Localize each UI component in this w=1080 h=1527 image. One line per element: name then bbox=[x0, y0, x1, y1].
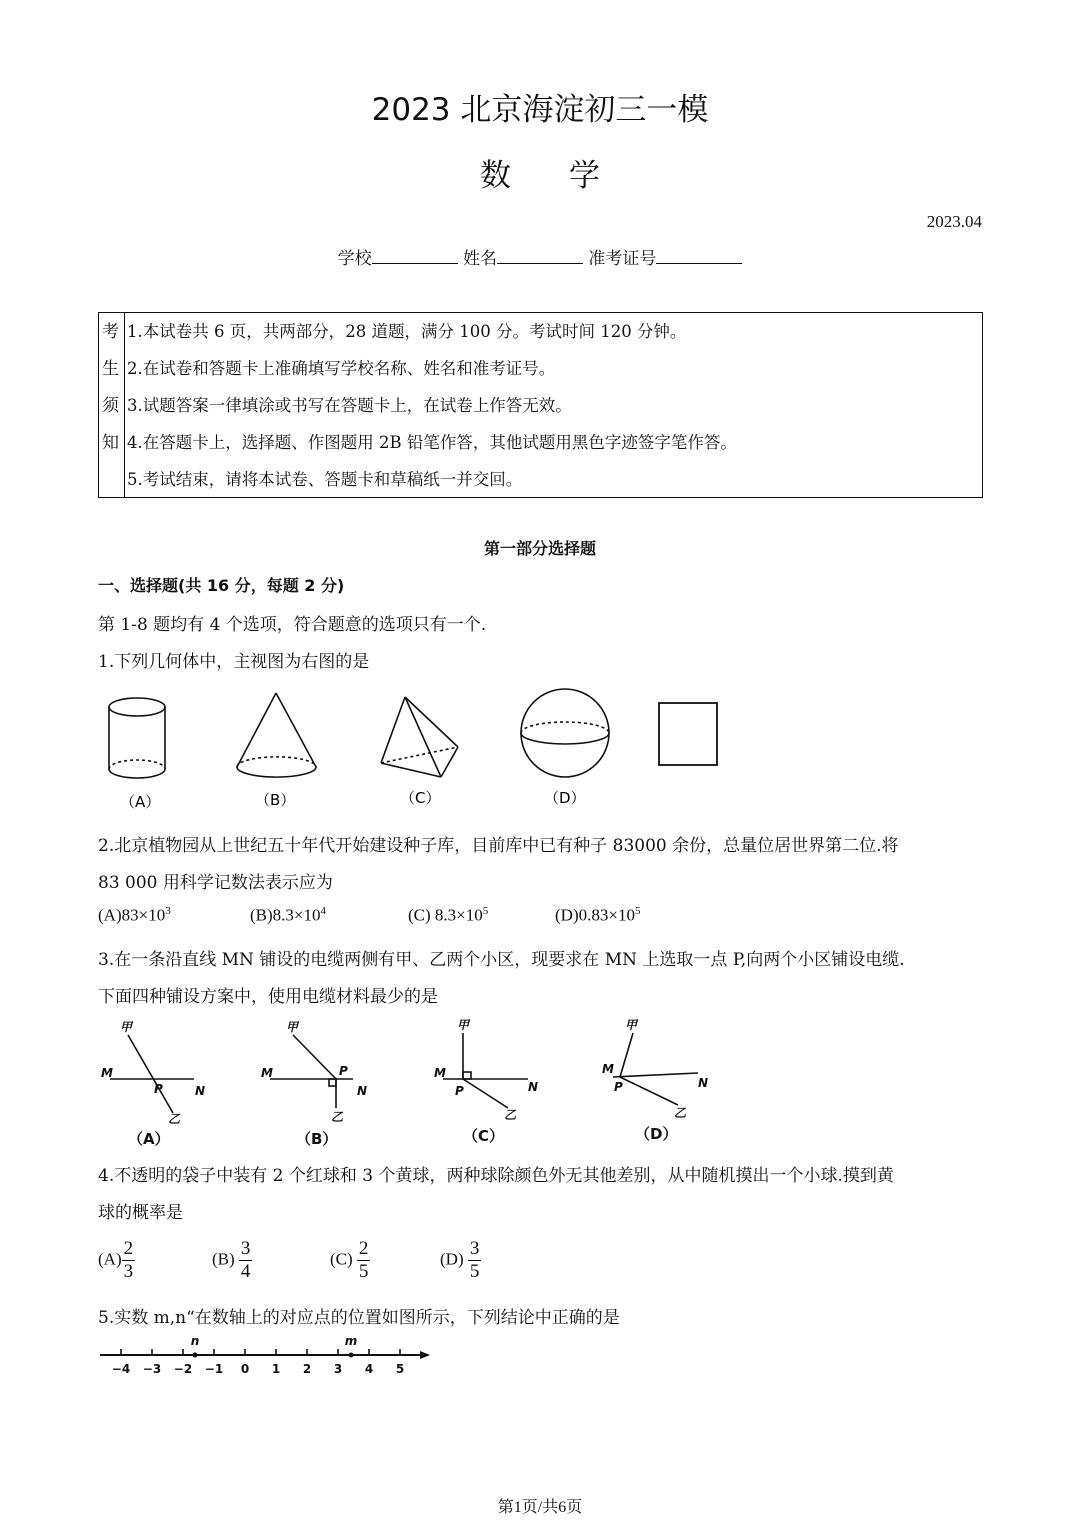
question-1-text: 1.下列几何体中，主视图为右图的是 bbox=[98, 652, 370, 672]
jia-label: 甲 bbox=[120, 1020, 133, 1034]
pyramid-figure bbox=[381, 697, 458, 777]
tick-label: 5 bbox=[395, 1362, 405, 1376]
tick-label: 1 bbox=[271, 1362, 281, 1376]
n-label: N bbox=[357, 1084, 368, 1098]
q3-label-b: （B） bbox=[296, 1130, 338, 1148]
q1-label-b: （B） bbox=[255, 791, 296, 809]
tick-label: −4 bbox=[111, 1362, 131, 1376]
jia-label: 甲 bbox=[457, 1018, 470, 1032]
page-title: 2023 北京海淀初三一模 bbox=[371, 92, 709, 128]
subject-title: 数学 bbox=[480, 158, 658, 194]
tick-label: 0 bbox=[240, 1362, 250, 1376]
front-view-square bbox=[659, 703, 717, 765]
q4-option-a: (A) $\frac{2}{3}$ bbox=[98, 1238, 134, 1282]
question-3-line-2: 下面四种铺设方案中，使用电缆材料最少的是 bbox=[98, 987, 438, 1007]
m-label: M bbox=[434, 1066, 446, 1080]
notice-box bbox=[98, 312, 983, 498]
tick-label: −1 bbox=[204, 1362, 224, 1376]
q1-label-c: （C） bbox=[400, 789, 441, 807]
question-4-line-2: 球的概率是 bbox=[98, 1203, 183, 1223]
q4-option-d: (D) $\frac{3}{5}$ bbox=[440, 1238, 480, 1282]
question-5-text: 5.实数 m,n“在数轴上的对应点的位置如图所示，下列结论中正确的是 bbox=[98, 1308, 620, 1328]
school-blank bbox=[372, 247, 458, 264]
question-2-line-1: 2.北京植物园从上世纪五十年代开始建设种子库，目前库中已有种子 83000 余份，总量位居世界第二位.将 bbox=[98, 836, 899, 856]
p-label: P bbox=[339, 1064, 348, 1078]
sphere-figure bbox=[521, 689, 609, 777]
p-label: P bbox=[154, 1082, 163, 1096]
q4-option-c: (C) $\frac{2}{5}$ bbox=[330, 1238, 369, 1282]
q2-option-b: $(B)8.3\times 10^4$ bbox=[250, 905, 327, 925]
q3-cable-figure bbox=[98, 1015, 718, 1150]
side-char: 须 bbox=[102, 396, 119, 416]
m-label: M bbox=[101, 1066, 113, 1080]
jia-label: 甲 bbox=[286, 1020, 299, 1034]
q3-label-a: （A） bbox=[128, 1130, 170, 1148]
tick-label: −2 bbox=[173, 1362, 193, 1376]
school-label: 学校 bbox=[337, 249, 372, 269]
point-n-label: n bbox=[190, 1334, 200, 1348]
id-blank bbox=[656, 247, 742, 264]
tick-label: 3 bbox=[333, 1362, 343, 1376]
p-label: P bbox=[614, 1080, 623, 1094]
question-4-line-1: 4.不透明的袋子中装有 2 个红球和 3 个黄球，两种球除颜色外无其他差别，从中随机摸出一个小球.摸到黄 bbox=[98, 1166, 894, 1186]
student-info-fields bbox=[0, 244, 1080, 269]
n-label: N bbox=[195, 1084, 206, 1098]
side-char: 生 bbox=[102, 359, 119, 379]
notice-line: 5.考试结束，请将本试卷、答题卡和草稿纸一并交回。 bbox=[127, 470, 523, 489]
question-3-line-1: 3.在一条沿直线 MN 铺设的电缆两侧有甲、乙两个小区，现要求在 MN 上选取一点 P,向两个小区铺设电缆. bbox=[98, 950, 905, 970]
q1-label-a: （A） bbox=[120, 793, 161, 811]
point-n bbox=[193, 1353, 198, 1358]
yi-label: 乙 bbox=[168, 1112, 181, 1126]
notice-line: 1.本试卷共 6 页，共两部分，28 道题，满分 100 分。考试时间 120 分钟。 bbox=[127, 322, 687, 341]
q3-label-c: （C） bbox=[463, 1127, 505, 1145]
jia-label: 甲 bbox=[625, 1018, 638, 1032]
part-heading: 一、选择题(共 16 分，每题 2 分) bbox=[98, 576, 345, 595]
n-label: N bbox=[698, 1076, 709, 1090]
notice-line: 3.试题答案一律填涂或书写在答题卡上，在试卷上作答无效。 bbox=[127, 396, 572, 415]
cylinder-figure bbox=[109, 698, 165, 778]
yi-label: 乙 bbox=[331, 1110, 344, 1124]
q2-option-c: (C) $8.3\times 10^5$ bbox=[408, 905, 489, 925]
p-label: P bbox=[455, 1084, 464, 1098]
number-line-figure bbox=[98, 1333, 443, 1378]
point-m bbox=[349, 1353, 354, 1358]
notice-line: 2.在试卷和答题卡上准确填写学校名称、姓名和准考证号。 bbox=[127, 359, 556, 378]
page-footer: 第1页/共6页 bbox=[497, 1499, 583, 1516]
yi-label: 乙 bbox=[504, 1108, 517, 1122]
n-label: N bbox=[528, 1080, 539, 1094]
section-title: 第一部分选择题 bbox=[483, 539, 596, 558]
tick-label: −3 bbox=[142, 1362, 162, 1376]
q2-option-a: $(A)83\times 10^3$ bbox=[98, 905, 171, 925]
question-2-line-2: 83 000 用科学记数法表示应为 bbox=[98, 873, 333, 893]
number-line-arrow bbox=[420, 1351, 430, 1359]
side-char: 知 bbox=[102, 433, 119, 453]
tick-label: 4 bbox=[364, 1362, 374, 1376]
m-label: M bbox=[261, 1066, 273, 1080]
side-char: 考 bbox=[102, 322, 119, 342]
id-label: 准考证号 bbox=[588, 249, 657, 269]
tick-label: 2 bbox=[302, 1362, 312, 1376]
q3-label-d: （D） bbox=[635, 1125, 678, 1143]
name-blank bbox=[497, 247, 583, 264]
m-label: M bbox=[602, 1062, 614, 1076]
q4-option-b: (B) $\frac{3}{4}$ bbox=[212, 1238, 251, 1282]
q1-solids-figure bbox=[98, 685, 738, 815]
q2-option-d: $(D)0.83\times 10^5$ bbox=[555, 905, 641, 925]
exam-date: 2023.04 bbox=[926, 212, 982, 231]
point-m-label: m bbox=[344, 1334, 358, 1348]
q1-label-d: （D） bbox=[544, 789, 586, 807]
notice-line: 4.在答题卡上，选择题、作图题用 2B 铅笔作答，其他试题用黑色字迹签字笔作答。 bbox=[127, 433, 737, 452]
notice-side-label bbox=[99, 313, 125, 497]
yi-label: 乙 bbox=[674, 1106, 687, 1120]
name-label: 姓名 bbox=[463, 249, 497, 269]
cone-figure bbox=[237, 693, 316, 777]
part-intro: 第 1-8 题均有 4 个选项，符合题意的选项只有一个. bbox=[98, 615, 487, 635]
